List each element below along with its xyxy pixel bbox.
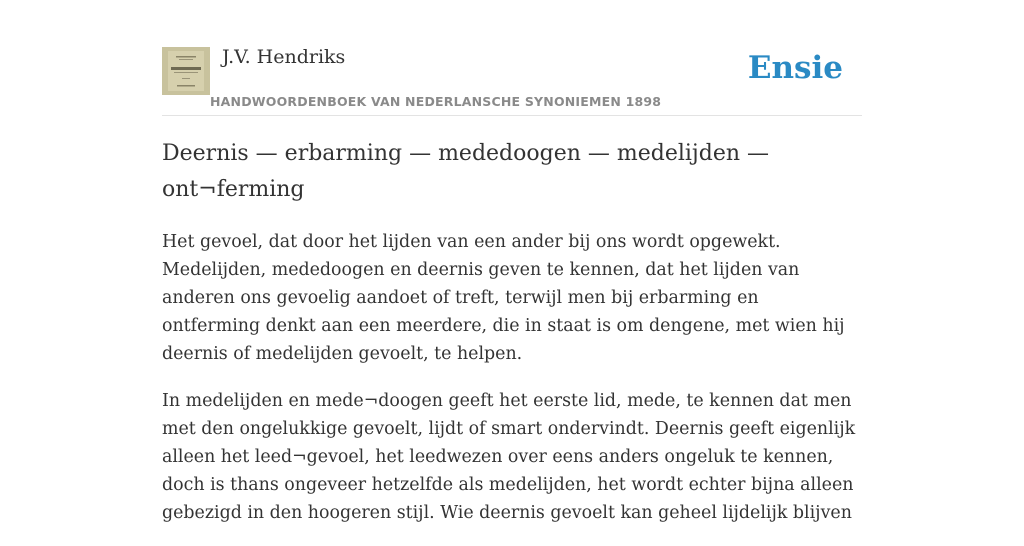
- article-paragraph: Het gevoel, dat door het lijden van een ander bij ons wordt opgewekt. Medelijden, mededoogen en deernis geven te kennen, dat het lijden van anderen ons gevoelig aandoet of treft, terwijl men bij erbarming en ontferming denkt aan een meerdere, die in staat is om dengene, met wien hij deernis of medelijden gevoelt, te helpen.: [162, 232, 845, 364]
- article-paragraph: In medelijden en mede¬doogen geeft het eerste lid, mede, te kennen dat men met den ongelukkige gevoelt, lijdt of smart ondervindt. Deernis geeft eigenlijk alleen het leed¬gevoel, het leedwezen over eens anders ongeluk te kennen, doch is thans ongeveer hetzelfde als medelijden, het wordt echter bijna alleen gebezigd in den hoogeren stijl. Wie deernis gevoelt kan geheel lijdelijk blijven: [162, 391, 856, 523]
- book-title[interactable]: HANDWOORDENBOEK VAN NEDERLANSCHE SYNONIEMEN 1898: [210, 94, 662, 109]
- header: [162, 40, 862, 116]
- book-cover-icon: [162, 47, 210, 95]
- article-title: Deernis — erbarming — mededoogen — medelijden — ont¬ferming: [162, 141, 770, 202]
- article-body: [162, 228, 862, 546]
- author-name[interactable]: J.V. Hendriks: [222, 46, 346, 68]
- ensie-logo[interactable]: Ensie: [747, 50, 843, 86]
- avatar[interactable]: [162, 47, 210, 95]
